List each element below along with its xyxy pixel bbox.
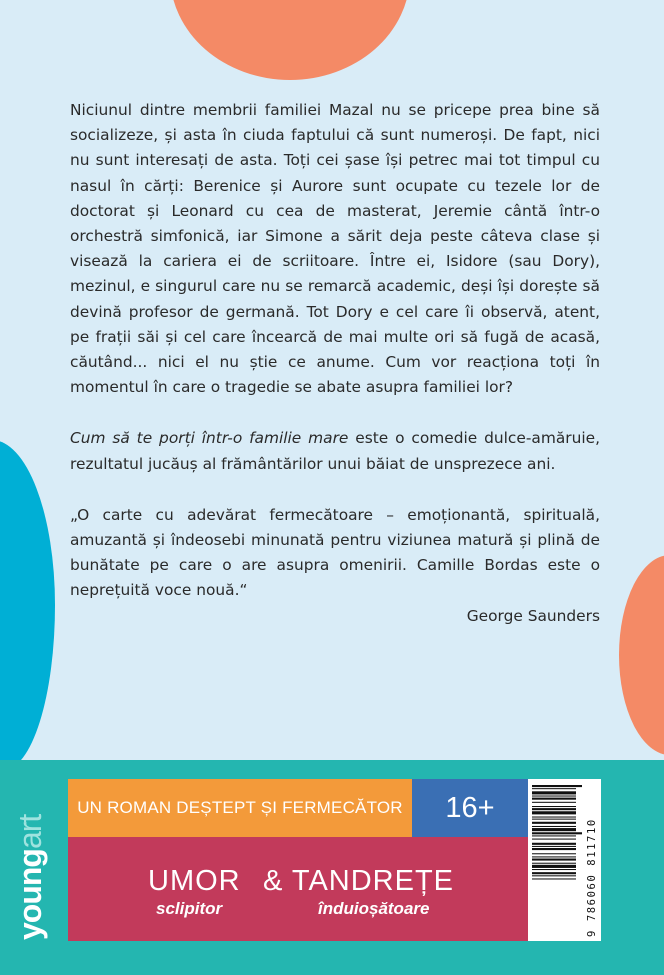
book-title-italic: Cum să te porți într-o familie mare <box>70 429 349 448</box>
barcode-bar <box>532 819 576 820</box>
tagline-banner <box>68 779 412 837</box>
barcode-bar <box>532 791 576 794</box>
barcode-bar <box>532 826 576 827</box>
publisher-logo <box>12 815 49 940</box>
barcode-bar <box>532 785 582 787</box>
decorative-blob-left <box>0 440 55 770</box>
barcode-bar <box>532 802 576 803</box>
genre-paragraph <box>70 426 600 476</box>
feature-induiosatoare: înduioșătoare <box>318 899 430 918</box>
feature-sclipitor: sclipitor <box>156 899 223 918</box>
decorative-blob-right <box>619 555 664 755</box>
barcode-bar <box>532 808 576 810</box>
barcode-bar <box>532 859 576 861</box>
barcode-bar <box>532 865 576 868</box>
barcode-bar <box>532 835 576 836</box>
barcode-bar <box>532 839 576 840</box>
decorative-blob-top <box>170 0 410 80</box>
barcode-bar <box>532 878 576 879</box>
barcode-bar <box>532 856 576 857</box>
barcode <box>528 779 601 941</box>
publisher-logo-art: art <box>12 814 48 850</box>
isbn-number: 9 786060 811710 <box>586 818 598 937</box>
barcode-bar <box>532 798 576 800</box>
age-rating-badge <box>412 779 528 837</box>
barcode-bar <box>532 788 576 789</box>
barcode-bar <box>532 846 576 847</box>
synopsis-paragraph: Niciunul dintre membrii familiei Mazal nu se pricepe prea bine să socializeze, și asta în ciuda faptului că sunt numeroși. De fapt, nici nu sunt interesați de asta. Toți cei șase își petrec mai tot timpul cu nasul în cărți: Berenice și Aurore sunt ocupate cu tezele lor de doctorat și Leonard cu cea de masterat, Jeremie cântă într-o orchestră simfonică, iar Simone a sărit deja peste câteva clase și visează la cariera ei de scriitoare. Între ei, Isidore (sau Dory), mezinul, e singurul care nu se remarcă academic, deși își dorește să devină profesor de germană. Tot Dory e cel care îi observă, atent, pe frații săi și cel care încearcă de mai multe ori să fugă de acasă, căutând... nici el nu știe ce anume. Cum vor reacționa toți în momentul în care o tragedie se abate asupra familiei lor? <box>70 101 600 397</box>
barcode-bar <box>532 832 582 834</box>
barcode-bar <box>532 848 576 850</box>
genre-paragraph-rest: este o comedie dulce-amăruie, rezultatul jucăuș al frământărilor unui băiat de unsprezece ani. <box>70 429 600 473</box>
review-quote: „O carte cu adevărat fermecătoare – emoționantă, spirituală, amuzantă și îndeosebi minunată pentru viziunea matură și plină de bunătate pe care o are asupra omenirii. Camille Bordas este o neprețuită voce nouă.“ <box>70 505 600 600</box>
feature-umor: UMOR <box>148 865 241 897</box>
barcode-bars <box>532 783 582 937</box>
publisher-logo-young: young <box>12 849 48 940</box>
age-rating-text: 16+ <box>445 791 495 824</box>
barcode-bar <box>532 872 576 874</box>
barcode-bar <box>532 806 576 807</box>
quote-author: George Saunders <box>466 606 600 625</box>
barcode-bar <box>532 796 576 797</box>
barcode-bar <box>532 822 576 824</box>
barcode-bar <box>532 853 576 854</box>
barcode-bar <box>532 863 576 864</box>
tagline-text: UN ROMAN DEȘTEPT ȘI FERMECĂTOR <box>77 798 403 817</box>
barcode-bar <box>532 811 576 814</box>
barcode-bar <box>532 843 576 845</box>
back-cover-text <box>70 98 600 629</box>
features-banner <box>68 837 528 941</box>
feature-tandrete: & TANDREȚE <box>263 865 455 897</box>
barcode-bar <box>532 875 576 876</box>
barcode-bar <box>532 817 576 818</box>
barcode-bar <box>532 828 576 831</box>
barcode-bar <box>532 869 576 870</box>
